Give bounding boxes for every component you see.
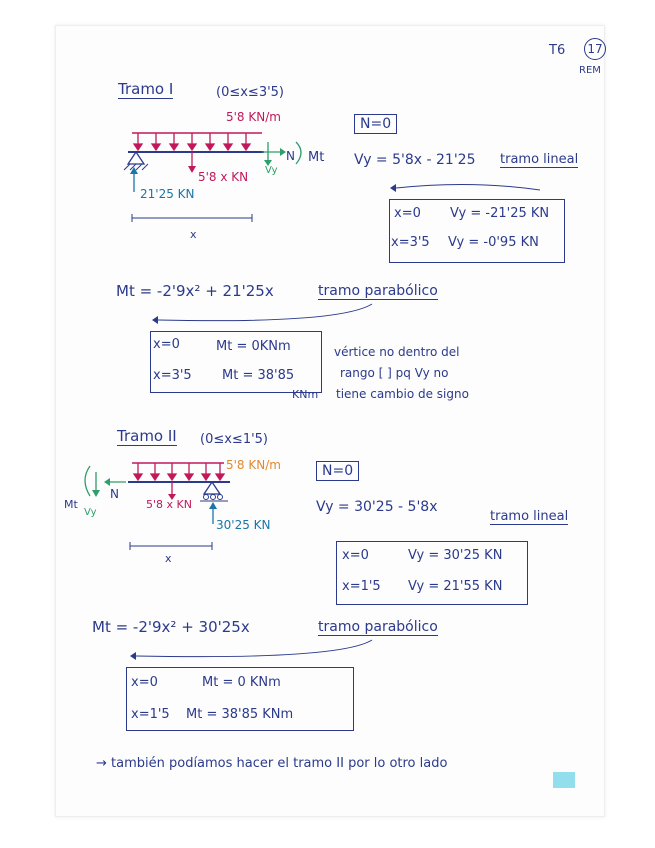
shear-row1-v: Vy = -21'25 KN [450,206,550,221]
load-label-2: 5'8 KN/m [226,458,281,472]
reaction-label-1: 21'25 KN [140,187,195,201]
page-number-badge: 17 [584,38,606,60]
shear2-row2-v: Vy = 21'55 KN [408,579,503,594]
shear-type-1: tramo lineal [500,152,579,167]
moment2-row2-m: Mt = 38'85 KNm [186,707,294,722]
note-line-3: tiene cambio de signo [336,387,469,401]
v-label-1: Vy [265,165,278,176]
footer-note: → también podíamos hacer el tramo II por lo otro lado [96,756,448,771]
moment2-row1-m: Mt = 0 KNm [202,675,281,690]
section1-title: Tramo I [118,80,174,98]
m-label-2: Mt [64,498,78,511]
v-label-2: Vy [84,507,97,518]
moment-row1-x: x=0 [153,337,180,352]
shear2-row1-v: Vy = 30'25 KN [408,548,503,563]
shear-equation-2: Vy = 30'25 - 5'8x [316,499,438,515]
shear-equation-1: Vy = 5'8x - 21'25 [354,152,476,168]
section2-title: Tramo II [117,427,177,445]
moment-equation-2: Mt = -2'9x² + 30'25x [92,618,250,636]
n-label-2: N [110,487,119,501]
moment2-row2-x: x=1'5 [131,707,170,722]
load-label-1: 5'8 KN/m [226,110,281,124]
shear2-row1-x: x=0 [342,548,369,563]
page-tag: REM [579,65,601,76]
highlighter-mark [553,772,575,788]
shear-row1-x: x=0 [394,206,421,221]
shear-row2-v: Vy = -0'95 KN [448,235,539,250]
section1-range: (0≤x≤3'5) [216,85,285,100]
moment-type-1: tramo parabólico [318,283,438,299]
reaction-label-2: 30'25 KN [216,518,271,532]
moment-equation-1: Mt = -2'9x² + 21'25x [116,282,274,300]
note-line-2: rango [ ] pq Vy no [340,366,449,380]
moment2-row1-x: x=0 [131,675,158,690]
shear-row2-x: x=3'5 [391,235,430,250]
topic-label: T6 [549,43,566,58]
n-label-1: N [286,149,295,163]
shear-type-2: tramo lineal [490,509,569,524]
shear2-row2-x: x=1'5 [342,579,381,594]
x-label-2: x [165,552,172,565]
m-label-1: Mt [308,150,325,165]
moment-unit-1: KNm [292,388,319,401]
moment-row2-m: Mt = 38'85 [222,368,295,383]
resultant-label-1: 5'8 x KN [198,170,249,184]
normal-force-2: N=0 [316,461,359,481]
moment-type-2: tramo parabólico [318,619,438,635]
normal-force-1: N=0 [354,114,397,134]
resultant-label-2: 5'8 x KN [146,498,192,511]
moment-row2-x: x=3'5 [153,368,192,383]
x-label-1: x [190,228,197,241]
note-line-1: vértice no dentro del [334,345,460,359]
section2-range: (0≤x≤1'5) [200,432,269,447]
moment-row1-m: Mt = 0KNm [216,339,291,354]
